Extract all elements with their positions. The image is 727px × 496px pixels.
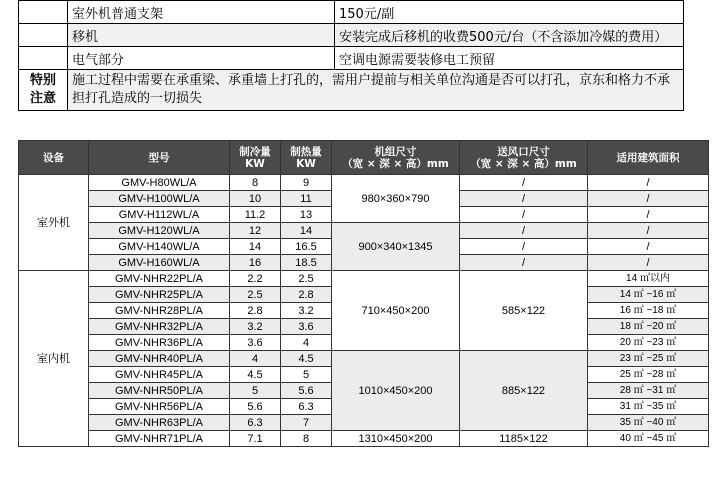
cell-heating: 11 xyxy=(281,191,332,207)
cell-heating: 5 xyxy=(281,367,332,383)
cell-heating: 6.3 xyxy=(281,399,332,415)
cell-area: / xyxy=(588,255,709,271)
special-note-row xyxy=(19,70,684,111)
header-model: 型号 xyxy=(89,141,230,175)
cell-heating: 14 xyxy=(281,223,332,239)
cell-vent: / xyxy=(460,191,588,207)
cell-area: 14 ㎡以内 xyxy=(588,271,709,287)
table-row xyxy=(19,351,709,367)
cell-heating: 16.5 xyxy=(281,239,332,255)
cell-model: GMV-NHR32PL/A xyxy=(89,319,230,335)
fee-item: 移机 xyxy=(68,24,335,47)
cell-model: GMV-NHR45PL/A xyxy=(89,367,230,383)
cell-area: / xyxy=(588,223,709,239)
cell-cooling: 12 xyxy=(230,223,281,239)
cell-area: 14 ㎡ ~16 ㎡ xyxy=(588,287,709,303)
cell-unit-size: 900×340×1345 xyxy=(332,223,460,271)
cell-model: GMV-H140WL/A xyxy=(89,239,230,255)
cell-area: 16 ㎡ ~18 ㎡ xyxy=(588,303,709,319)
cell-area: 31 ㎡ ~35 ㎡ xyxy=(588,399,709,415)
cell-heating: 4.5 xyxy=(281,351,332,367)
fee-value: 安装完成后移机的收费500元/台（不含添加冷媒的费用） xyxy=(335,24,684,47)
row-label-blank xyxy=(19,1,68,24)
cell-heating: 5.6 xyxy=(281,383,332,399)
cell-unit-size: 980×360×790 xyxy=(332,175,460,223)
cell-area: / xyxy=(588,239,709,255)
cell-area: 35 ㎡ ~40 ㎡ xyxy=(588,415,709,431)
cell-model: GMV-NHR36PL/A xyxy=(89,335,230,351)
cell-heating: 4 xyxy=(281,335,332,351)
cell-vent: / xyxy=(460,255,588,271)
cell-model: GMV-H112WL/A xyxy=(89,207,230,223)
cell-area: / xyxy=(588,175,709,191)
cell-model: GMV-NHR22PL/A xyxy=(89,271,230,287)
cell-model: GMV-NHR56PL/A xyxy=(89,399,230,415)
installation-fee-table xyxy=(18,0,684,111)
cell-model: GMV-H160WL/A xyxy=(89,255,230,271)
cell-cooling: 4 xyxy=(230,351,281,367)
cell-model: GMV-NHR40PL/A xyxy=(89,351,230,367)
cell-cooling: 2.5 xyxy=(230,287,281,303)
cell-area: 23 ㎡ ~25 ㎡ xyxy=(588,351,709,367)
cell-heating: 3.2 xyxy=(281,303,332,319)
cell-model: GMV-H120WL/A xyxy=(89,223,230,239)
header-cooling-text: 制冷量 KW xyxy=(239,145,271,170)
cell-unit-size: 1010×450×200 xyxy=(332,351,460,431)
table-row xyxy=(19,271,709,287)
cell-model: GMV-NHR63PL/A xyxy=(89,415,230,431)
cell-area: 18 ㎡ ~20 ㎡ xyxy=(588,319,709,335)
note-label-line2: 注意 xyxy=(29,91,56,106)
fee-row-electrical xyxy=(19,47,684,70)
cell-heating: 3.6 xyxy=(281,319,332,335)
note-label-line1: 特别 xyxy=(29,73,56,88)
cell-area: / xyxy=(588,207,709,223)
cell-model: GMV-NHR28PL/A xyxy=(89,303,230,319)
fee-value: 空调电源需要装修电工预留 xyxy=(335,47,684,70)
header-unit-size xyxy=(332,141,460,175)
cell-cooling: 2.2 xyxy=(230,271,281,287)
cell-heating: 9 xyxy=(281,175,332,191)
special-note-label xyxy=(19,70,68,111)
device-outdoor-label: 室外机 xyxy=(19,175,89,271)
cell-unit-size: 1310×450×200 xyxy=(332,431,460,447)
cell-heating: 13 xyxy=(281,207,332,223)
fee-row-bracket xyxy=(19,1,684,24)
cell-cooling: 14 xyxy=(230,239,281,255)
header-cooling xyxy=(230,141,281,175)
cell-cooling: 8 xyxy=(230,175,281,191)
row-label-blank xyxy=(19,47,68,70)
cell-vent: / xyxy=(460,239,588,255)
cell-area: 28 ㎡ ~31 ㎡ xyxy=(588,383,709,399)
cell-cooling: 5 xyxy=(230,383,281,399)
cell-cooling: 3.2 xyxy=(230,319,281,335)
cell-vent-size: 1185×122 xyxy=(460,431,588,447)
header-vent-size-text: 送风口尺寸 （宽 × 深 × 高）mm xyxy=(470,145,577,170)
cell-vent: / xyxy=(460,207,588,223)
table-row xyxy=(19,175,709,191)
cell-heating: 2.8 xyxy=(281,287,332,303)
spec-header-row xyxy=(19,141,709,175)
cell-cooling: 2.8 xyxy=(230,303,281,319)
cell-vent-size: 885×122 xyxy=(460,351,588,431)
cell-area: 40 ㎡ ~45 ㎡ xyxy=(588,431,709,447)
header-heating xyxy=(281,141,332,175)
cell-model: GMV-H100WL/A xyxy=(89,191,230,207)
cell-vent: / xyxy=(460,223,588,239)
cell-cooling: 3.6 xyxy=(230,335,281,351)
cell-area: 25 ㎡ ~28 ㎡ xyxy=(588,367,709,383)
fee-value: 150元/副 xyxy=(335,1,684,24)
cell-model: GMV-NHR50PL/A xyxy=(89,383,230,399)
fee-row-relocation xyxy=(19,24,684,47)
cell-area: 20 ㎡ ~23 ㎡ xyxy=(588,335,709,351)
header-heating-text: 制热量 KW xyxy=(290,145,322,170)
cell-heating: 8 xyxy=(281,431,332,447)
cell-model: GMV-NHR25PL/A xyxy=(89,287,230,303)
table-row xyxy=(19,431,709,447)
cell-heating: 2.5 xyxy=(281,271,332,287)
fee-item: 室外机普通支架 xyxy=(68,1,335,24)
cell-cooling: 10 xyxy=(230,191,281,207)
special-note-text: 施工过程中需要在承重梁、承重墙上打孔的，需用户提前与相关单位沟通是否可以打孔，京东和格力不承担打孔造成的一切损失 xyxy=(68,70,684,111)
cell-vent: / xyxy=(460,175,588,191)
cell-unit-size: 710×450×200 xyxy=(332,271,460,351)
header-device: 设备 xyxy=(19,141,89,175)
cell-cooling: 6.3 xyxy=(230,415,281,431)
cell-vent-size: 585×122 xyxy=(460,271,588,351)
cell-cooling: 11.2 xyxy=(230,207,281,223)
cell-model: GMV-NHR71PL/A xyxy=(89,431,230,447)
header-area: 适用建筑面积 xyxy=(588,141,709,175)
cell-cooling: 4.5 xyxy=(230,367,281,383)
cell-heating: 18.5 xyxy=(281,255,332,271)
header-vent-size xyxy=(460,141,588,175)
header-unit-size-text: 机组尺寸 （宽 × 深 × 高）mm xyxy=(342,145,449,170)
cell-cooling: 7.1 xyxy=(230,431,281,447)
table-row xyxy=(19,223,709,239)
cell-area: / xyxy=(588,191,709,207)
row-label-blank xyxy=(19,24,68,47)
cell-cooling: 16 xyxy=(230,255,281,271)
spec-table xyxy=(18,140,709,447)
cell-cooling: 5.6 xyxy=(230,399,281,415)
cell-model: GMV-H80WL/A xyxy=(89,175,230,191)
device-indoor-label: 室内机 xyxy=(19,271,89,447)
cell-heating: 7 xyxy=(281,415,332,431)
fee-item: 电气部分 xyxy=(68,47,335,70)
